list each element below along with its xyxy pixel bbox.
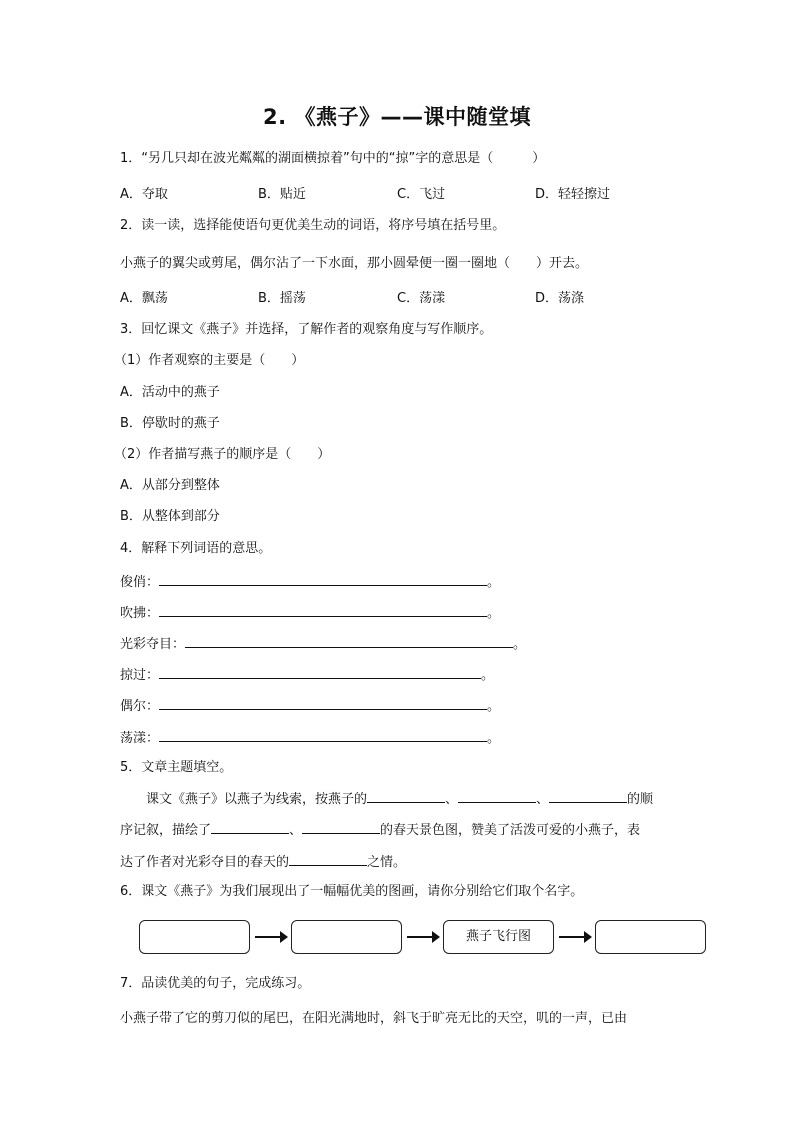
answer-blank[interactable] xyxy=(549,790,627,803)
q5-text: 的春天景色图，赞美了活泼可爱的小燕子，表 xyxy=(380,823,641,838)
answer-blank[interactable] xyxy=(367,790,445,803)
arrow-right-icon xyxy=(559,936,586,938)
answer-blank[interactable] xyxy=(211,821,289,834)
q2-option-a[interactable]: A．飘荡 xyxy=(120,291,168,306)
term-label: 俊俏： xyxy=(120,575,160,590)
q5-text: 课文《燕子》以燕子为线索，按燕子的 xyxy=(146,792,368,807)
definition-row xyxy=(120,573,500,591)
q2-option-b[interactable]: B．摇荡 xyxy=(258,291,306,306)
q2-option-d[interactable]: D．荡涤 xyxy=(535,291,585,306)
period: 。 xyxy=(487,731,501,746)
q5-line-1 xyxy=(146,790,706,808)
answer-line[interactable] xyxy=(159,729,487,742)
term-label: 光彩夺目： xyxy=(120,637,186,652)
period: 。 xyxy=(513,637,527,652)
separator: 、 xyxy=(445,792,459,807)
q3-sub2-option-b[interactable]: B．从整体到部分 xyxy=(120,509,220,524)
separator: 、 xyxy=(536,792,550,807)
q5-text: 的顺 xyxy=(627,792,654,807)
q3-sub2-option-a[interactable]: A．从部分到整体 xyxy=(120,478,220,493)
page-title: 2. 《燕子》——课中随堂填 xyxy=(263,105,531,129)
q1-option-b[interactable]: B．贴近 xyxy=(258,187,306,202)
flow-box-2[interactable] xyxy=(291,920,402,954)
definition-row xyxy=(120,697,500,715)
period: 。 xyxy=(487,606,501,621)
flow-box-3[interactable]: 燕子飞行图 xyxy=(443,920,554,954)
answer-blank[interactable] xyxy=(458,790,536,803)
q1-option-c[interactable]: C．飞过 xyxy=(397,187,446,202)
flow-box-4[interactable] xyxy=(595,920,706,954)
q5-text: 之情。 xyxy=(367,855,407,870)
answer-blank[interactable] xyxy=(302,821,380,834)
question-3-sub2: （2）作者描写燕子的顺序是（ ） xyxy=(114,447,331,462)
q5-line-2 xyxy=(120,821,680,839)
q5-line-3 xyxy=(120,853,680,871)
period: 。 xyxy=(481,668,495,683)
answer-line[interactable] xyxy=(185,635,513,648)
arrow-right-icon xyxy=(255,936,282,938)
term-label: 荡漾： xyxy=(120,731,160,746)
term-label: 偶尔： xyxy=(120,699,160,714)
term-label: 掠过： xyxy=(120,668,160,683)
arrow-right-icon xyxy=(407,936,434,938)
question-6-stem: 6．课文《燕子》为我们展现出了一幅幅优美的图画，请你分别给它们取个名字。 xyxy=(120,884,584,899)
question-2-sentence: 小燕子的翼尖或剪尾，偶尔沾了一下水面，那小圆晕便一圈一圈地（ ）开去。 xyxy=(120,256,589,271)
question-7-stem: 7．品读优美的句子，完成练习。 xyxy=(120,976,311,991)
q5-text: 序记叙，描绘了 xyxy=(120,823,212,838)
q2-option-c[interactable]: C．荡漾 xyxy=(397,291,446,306)
term-label: 吹拂： xyxy=(120,606,160,621)
answer-line[interactable] xyxy=(159,666,481,679)
period: 。 xyxy=(487,699,501,714)
q3-sub1-option-a[interactable]: A．活动中的燕子 xyxy=(120,385,220,400)
q1-option-d[interactable]: D．轻轻擦过 xyxy=(535,187,611,202)
question-7-sentence: 小燕子带了它的剪刀似的尾巴，在阳光满地时，斜飞于旷亮无比的天空，叽的一声，已由 xyxy=(120,1011,628,1026)
q5-text: 达了作者对光彩夺目的春天的 xyxy=(120,855,290,870)
question-4-stem: 4．解释下列词语的意思。 xyxy=(120,541,272,556)
definition-row xyxy=(120,635,526,653)
definition-row xyxy=(120,604,500,622)
separator: 、 xyxy=(289,823,303,838)
question-3-stem: 3．回忆课文《燕子》并选择，了解作者的观察角度与写作顺序。 xyxy=(120,322,493,337)
question-3-sub1: （1）作者观察的主要是（ ） xyxy=(114,353,305,368)
answer-line[interactable] xyxy=(159,697,487,710)
answer-line[interactable] xyxy=(159,604,487,617)
flow-box-1[interactable] xyxy=(139,920,250,954)
q1-option-a[interactable]: A．夺取 xyxy=(120,187,168,202)
period: 。 xyxy=(487,575,501,590)
definition-row xyxy=(120,666,494,684)
definition-row xyxy=(120,729,500,747)
q3-sub1-option-b[interactable]: B．停歇时的燕子 xyxy=(120,416,220,431)
answer-blank[interactable] xyxy=(289,853,367,866)
question-2-stem: 2．读一读，选择能使语句更优美生动的词语，将序号填在括号里。 xyxy=(120,218,506,233)
question-1-stem: 1．“另几只却在波光粼粼的湖面横掠着”句中的“掠”字的意思是（ ） xyxy=(120,151,546,166)
answer-line[interactable] xyxy=(159,573,487,586)
question-5-stem: 5．文章主题填空。 xyxy=(120,760,233,775)
